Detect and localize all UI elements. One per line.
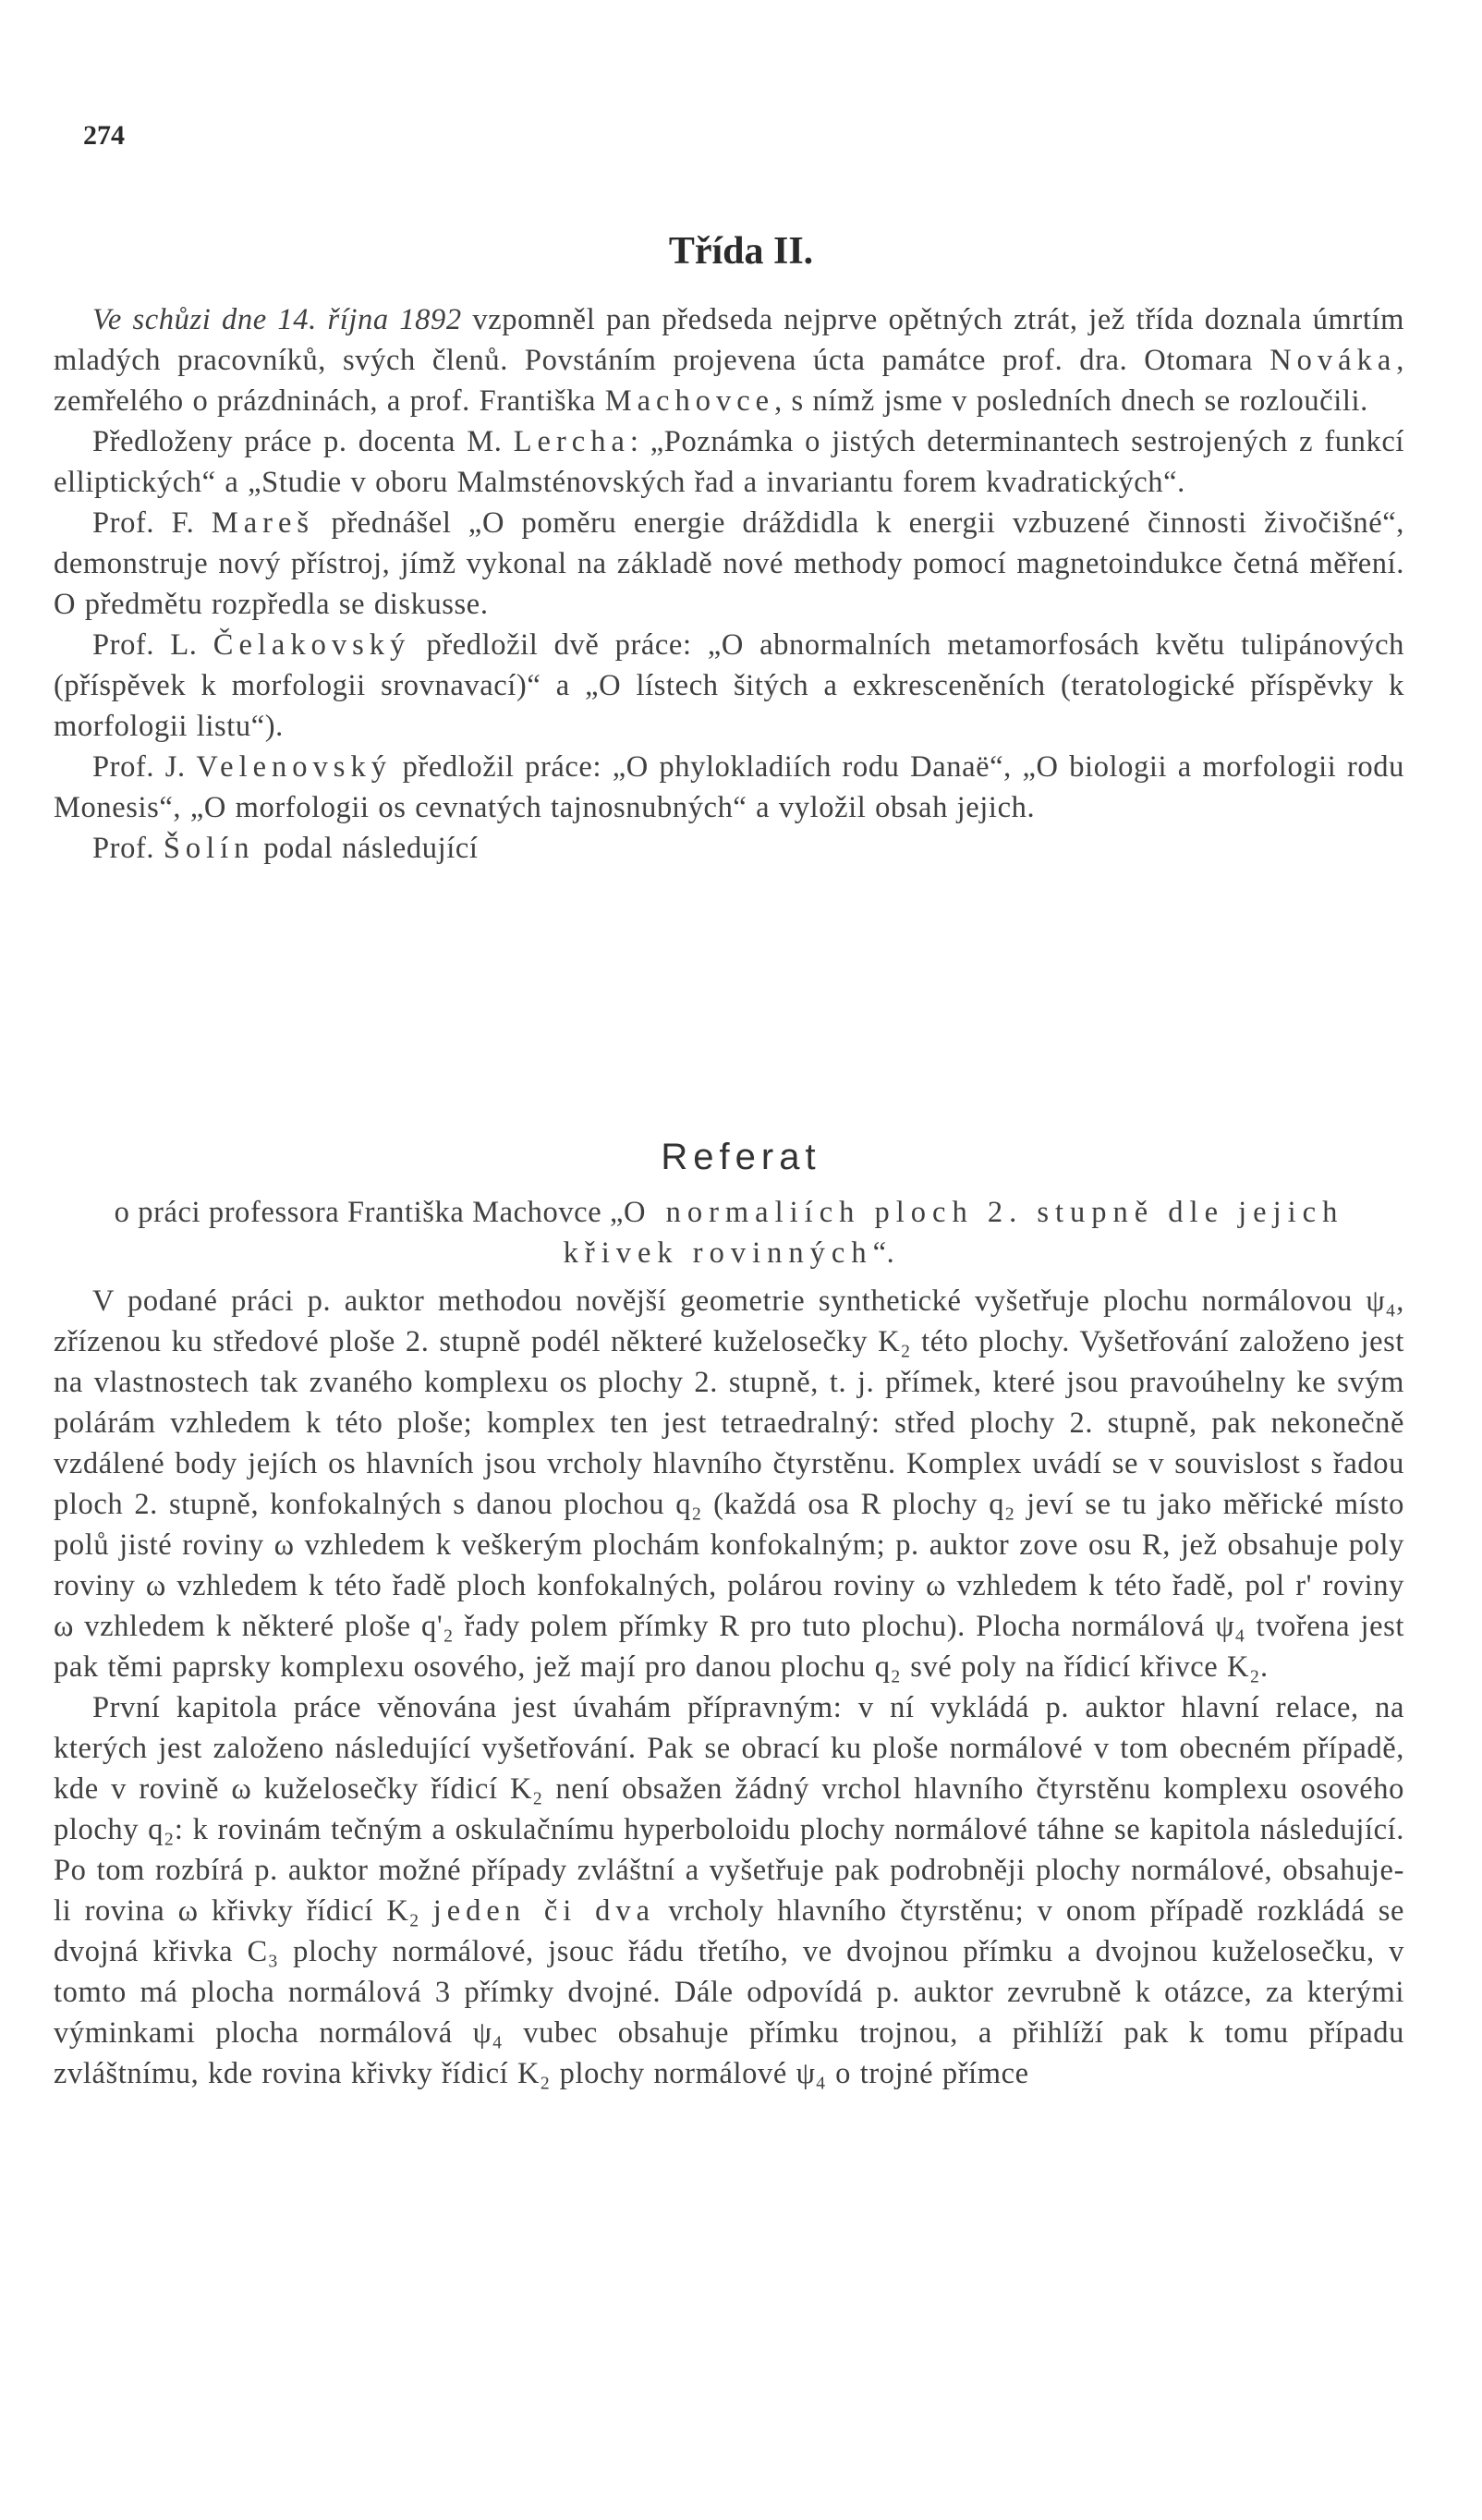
meeting-paragraph: Ve schůzi dne 14. října 1892 vzpomněl pan předseda nejprve opětných ztrát, jež třída doznala úmrtím mladých pracovníků, svých členů. Povstáním projevena úcta památce prof. dra. Otomara Nováka, zemřelého o prázdninách, a prof. Františka Machovce, s nímž jsme v posledních dnech se rozloučili. — [54, 303, 1404, 418]
person-name: Lercha — [513, 425, 630, 458]
body-paragraph-2: První kapitola práce věnována jest úvahám přípravným: v ní vykládá p. auktor hlavní relace, na kterých jest založeno následující vyšetřování. Pak se obrací ku ploše normálové v tom obecném případě, kde v rovině ω kuželosečky řídicí K₂ není obsažen žádný vrchol hlavního čtyrstěnu komplexu osového plochy q₂: k rovinám tečným a oskulačnímu hyperboloidu plochy normálové táhne se kapitola následující. Po tom rozbírá p. auktor možné případy zvláštní a vyšetřuje pak podrobněji plochy normálové, obsahuje-li rovina ω křivky řídicí K₂ jeden či dva vrcholy hlavního čtyrstěnu; v onom případě rozkládá se dvojná křivka C₃ plochy normálové, jsouc řádu třetího, ve dvojnou přímku a dvojnou kuželosečku, v tomto má plocha normálová 3 přímky dvojné. Dále odpovídá p. auktor zevrubně k otázce, za kterými výminkami plocha normálová ψ₄ vubec obsahuje přímku trojnou, a přihlíží pak k tomu případu zvláštnímu, kde rovina křivky řídicí K₂ plochy normálové ψ₄ o trojné přímce — [54, 1691, 1404, 2090]
paragraph-lerch: Předloženy práce p. docenta M. Lercha: „Poznámka o jistých determinantech sestrojených z funkcí elliptických“ a „Studie v oboru Malmsténovských řad a invariantu forem kvadratických“. — [54, 425, 1404, 499]
meeting-date: Ve schůzi dne 14. října 1892 — [92, 303, 462, 336]
referat-subtitle: o práci professora Františka Machovce „O normaliích ploch 2. stupně dle jejich křivek rovinných“. — [114, 1196, 1344, 1270]
paragraph-mares: Prof. F. Mareš přednášel „O poměru energie dráždidla k energii vzbuzené činnosti živočišné“, demonstruje nový přístroj, jímž vykonal na základě nové methody pomocí magnetoindukce četná měření. O předmětu rozpředla se diskusse. — [54, 506, 1405, 621]
person-name: Nováka — [1269, 344, 1397, 377]
intro-block — [54, 299, 1404, 869]
person-name: Machovce — [604, 384, 775, 418]
referat-work-title: O normaliích ploch 2. stupně dle jejich křivek rovinných — [563, 1196, 1344, 1270]
referat-body — [54, 1281, 1404, 2094]
body-paragraph-1: V podané práci p. auktor methodou novější geometrie synthetické vyšetřuje plochu normálovou ψ₄, zřízenou ku středové ploše 2. stupně podél některé kuželosečky K₂ této plochy. Vyšetřování založeno jest na vlastnostech tak zvaného komplexu os plochy 2. stupně, t. j. přímek, které jsou pravoúhelny ke svým polárám vzhledem k této ploše; komplex ten jest tetraedralný: střed plochy 2. stupně, pak nekonečně vzdálené body jejích os hlavních jsou vrcholy hlavního čtyrstěnu. Komplex uvádí se v souvislost s řadou ploch 2. stupně, konfokalných s danou plochou q₂ (každá osa R plochy q₂ jeví se tu jako měřické místo polů jisté roviny ω vzhledem k veškerým plochám konfokalným; p. auktor zove osu R, jež obsahuje poly roviny ω vzhledem k této řadě ploch konfokalných, polárou roviny ω vzhledem k této řadě, pol r' roviny ω vzhledem k některé ploše q'₂ řady polem přímky R pro tuto plochu). Plocha normálová ψ₄ tvořena jest pak těmi paprsky komplexu osového, jež mají pro danou plochu q₂ své poly na řídicí křivce K₂. — [54, 1284, 1404, 1684]
person-name: Mareš — [211, 506, 315, 540]
paragraph-solin: Prof. Šolín podal následující — [92, 832, 479, 865]
person-name: Velenovský — [196, 750, 392, 784]
page-number: 274 — [83, 120, 125, 151]
person-name: Šolín — [163, 832, 255, 865]
section-title: Třída II. — [668, 230, 814, 273]
person-name: Čelakovský — [213, 628, 411, 662]
paragraph-velenovsky: Prof. J. Velenovský předložil práce: „O phylokladiích rodu Danaë“, „O biologii a morfologii rodu Monesis“, „O morfologii os cevnatých tajnosnubných“ a vyložil obsah jejich. — [54, 750, 1404, 824]
referat-title: Referat — [661, 1137, 821, 1177]
paragraph-celakovsky: Prof. L. Čelakovský předložil dvě práce: „O abnormalních metamorfosách květu tulipánových (příspěvek k morfologii srovnavací)“ a „O lístech šitých a exkresceněních (teratologické příspěvky k morfologii listu“). — [54, 628, 1404, 743]
